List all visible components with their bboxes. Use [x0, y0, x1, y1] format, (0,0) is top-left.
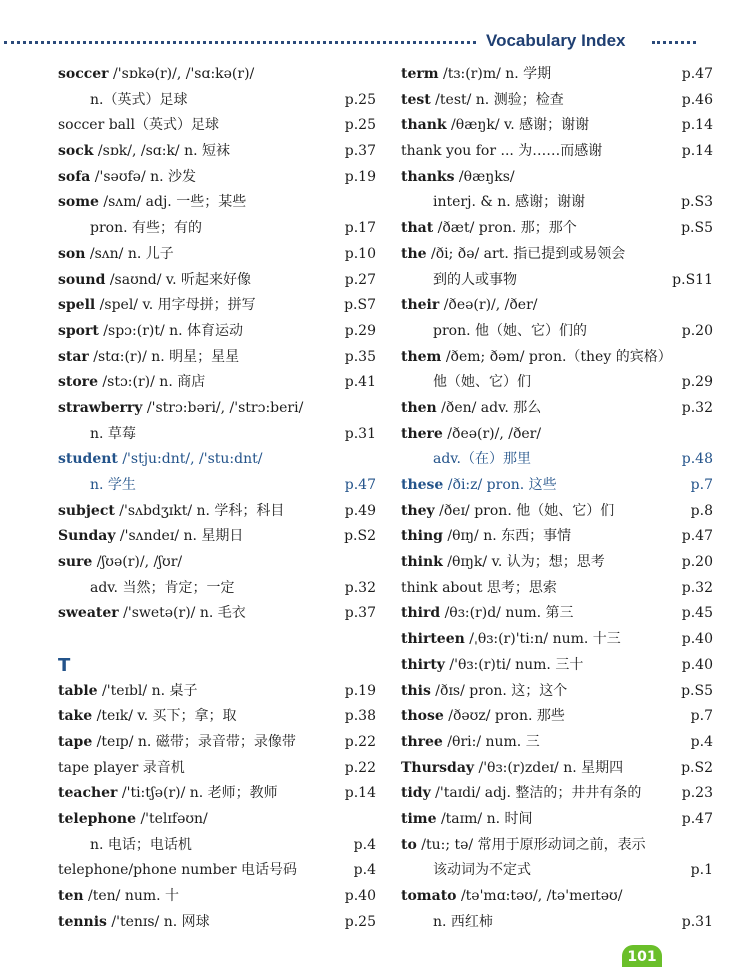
headword: thirteen	[401, 631, 465, 648]
definition: /'stju:dnt/, /'stu:dnt/	[117, 451, 263, 468]
vocab-entry	[58, 319, 376, 345]
definition: /'sɒkə(r)/, /'sɑ:kə(r)/	[108, 66, 255, 82]
definition: n. 西红柿	[433, 913, 493, 930]
headword: then	[401, 399, 437, 416]
definition: /'swetə(r)/ n. 毛衣	[118, 605, 246, 622]
vocab-entry	[58, 858, 376, 884]
headword: teacher	[58, 785, 118, 802]
definition: n. 学生	[90, 477, 136, 493]
page-reference: p.31	[681, 913, 713, 930]
definition: /teɪk/ v. 买下；拿；取	[92, 708, 237, 725]
page-reference: p.14	[681, 117, 713, 134]
headword: ten	[58, 888, 84, 904]
right-column	[401, 62, 713, 935]
vocab-entry	[401, 113, 713, 139]
definition: n. 草莓	[90, 425, 136, 442]
headword: third	[401, 605, 441, 622]
page-reference: p.48	[681, 451, 713, 468]
page-reference: p.40	[681, 631, 713, 648]
vocab-entry	[401, 601, 713, 627]
definition: /θri:/ num. 三	[442, 733, 540, 750]
definition: tape player 录音机	[58, 759, 185, 776]
definition: /sɒk/, /sɑ:k/ n. 短袜	[93, 143, 231, 160]
headword: table	[58, 682, 98, 699]
headword: three	[401, 733, 443, 750]
headword: take	[58, 708, 93, 725]
page-reference: p.37	[344, 605, 376, 622]
vocab-entry	[401, 704, 713, 730]
definition: /tu:; tə/ 常用于原形动词之前，表示	[416, 836, 646, 853]
headword: term	[401, 66, 439, 82]
headword: son	[58, 245, 86, 262]
vocab-entry	[401, 524, 713, 550]
page-reference: p.31	[344, 425, 376, 442]
page-reference: p.32	[681, 579, 713, 596]
headword: sound	[58, 271, 106, 288]
page-reference: p.19	[344, 168, 376, 185]
vocab-entry	[58, 499, 376, 525]
page-reference: p.4	[353, 836, 376, 853]
vocab-entry	[401, 242, 713, 268]
page-reference: p.10	[344, 245, 376, 262]
page-reference: p.25	[344, 913, 376, 930]
vocab-entry	[401, 447, 713, 473]
vocab-entry	[401, 884, 713, 910]
page-reference: p.38	[344, 708, 376, 725]
vocab-entry	[401, 345, 713, 371]
definition: soccer ball（英式）足球	[58, 117, 219, 134]
definition: /'θɜ:(r)zdeɪ/ n. 星期四	[474, 759, 624, 776]
vocab-entry	[58, 550, 376, 576]
page-reference: p.20	[681, 322, 713, 339]
headword: those	[401, 708, 444, 725]
headword: that	[401, 220, 434, 237]
vocab-entry	[401, 319, 713, 345]
page-reference: p.25	[344, 117, 376, 134]
page-reference: p.S2	[681, 759, 713, 776]
vocab-entry	[58, 88, 376, 114]
vocab-entry	[58, 756, 376, 782]
section-title: Vocabulary Index	[486, 31, 626, 50]
left-column	[58, 62, 376, 935]
page-reference: p.25	[344, 91, 376, 108]
definition: /'teɪbl/ n. 桌子	[97, 682, 198, 699]
definition: /θɪŋ/ n. 东西；事情	[442, 528, 572, 545]
vocab-entry	[401, 190, 713, 216]
vocab-entry	[401, 139, 713, 165]
headword: sofa	[58, 168, 91, 185]
headword: sport	[58, 322, 99, 339]
definition: telephone/phone number 电话号码	[58, 862, 297, 879]
headword: star	[58, 348, 89, 365]
definition: /test/ n. 测验；检查	[430, 91, 564, 108]
dotted-rule	[4, 41, 476, 44]
headword: sure	[58, 554, 93, 571]
vocab-entry	[58, 473, 376, 499]
headword: strawberry	[58, 399, 143, 416]
definition: adv. 当然；肯定；一定	[90, 579, 235, 596]
headword: their	[401, 297, 440, 314]
headword: these	[401, 477, 444, 493]
page-reference: p.49	[344, 502, 376, 519]
page-reference: p.29	[681, 374, 713, 391]
headword: tomato	[401, 888, 457, 904]
vocab-entry	[58, 910, 376, 936]
definition: /'θɜ:(r)ti/ num. 三十	[444, 656, 584, 673]
vocab-entry	[401, 268, 713, 294]
page-reference: p.4	[353, 862, 376, 879]
page-reference: p.22	[344, 733, 376, 750]
page-reference: p.47	[681, 528, 713, 545]
vocab-entry	[58, 113, 376, 139]
headword: they	[401, 502, 435, 519]
vocab-entry	[58, 62, 376, 88]
headword: subject	[58, 502, 115, 519]
vocab-entry	[401, 910, 713, 936]
vocab-entry	[58, 139, 376, 165]
definition: adv.（在）那里	[433, 451, 532, 468]
vocab-entry	[401, 833, 713, 859]
definition: /θæŋks/	[454, 168, 515, 185]
definition: /tɜ:(r)m/ n. 学期	[438, 66, 552, 82]
vocab-entry	[401, 858, 713, 884]
definition: /sʌn/ n. 儿子	[85, 245, 174, 262]
page-reference: p.14	[681, 143, 713, 160]
headword: this	[401, 682, 431, 699]
page-reference: p.46	[681, 91, 713, 108]
vocab-entry	[58, 345, 376, 371]
page-reference: p.41	[344, 374, 376, 391]
definition: n. 电话；电话机	[90, 836, 192, 853]
page-reference: p.40	[344, 888, 376, 904]
vocab-entry	[58, 781, 376, 807]
section-letter-label: T	[58, 654, 71, 676]
vocab-entry	[58, 704, 376, 730]
vocab-entry	[58, 165, 376, 191]
headword: the	[401, 245, 427, 262]
page-reference: p.S11	[672, 271, 713, 288]
definition: thank you for ... 为……而感谢	[401, 143, 603, 160]
page-reference: p.7	[690, 708, 713, 725]
definition: /ʃʊə(r)/, /ʃʊr/	[92, 554, 183, 571]
page-reference: p.S3	[681, 194, 713, 211]
definition: /'səʊfə/ n. 沙发	[90, 168, 197, 185]
page-reference: p.20	[681, 554, 713, 571]
definition: n.（英式）足球	[90, 91, 188, 108]
definition: /θɪŋk/ v. 认为；想；思考	[442, 554, 605, 571]
definition: think about 思考；思索	[401, 579, 557, 596]
page-reference: p.32	[681, 399, 713, 416]
vocab-entry	[401, 473, 713, 499]
page-reference: p.S7	[344, 297, 376, 314]
vocab-entry	[58, 884, 376, 910]
vocab-entry	[401, 396, 713, 422]
page-number-badge: 101	[622, 945, 662, 967]
headword: some	[58, 194, 99, 211]
vocab-entry	[401, 653, 713, 679]
definition: /stɔ:(r)/ n. 商店	[97, 374, 206, 391]
vocab-entry	[401, 679, 713, 705]
page-reference: p.40	[681, 656, 713, 673]
definition: /ˌθɜ:(r)'ti:n/ num. 十三	[464, 631, 621, 648]
vocab-entry	[401, 576, 713, 602]
vocab-entry	[401, 88, 713, 114]
page-header	[0, 30, 751, 52]
vocab-entry	[401, 807, 713, 833]
page-reference: p.1	[690, 862, 713, 879]
definition: 他（她、它）们	[433, 374, 531, 391]
headword: thing	[401, 528, 443, 545]
vocab-entry	[401, 165, 713, 191]
definition: /taɪm/ n. 时间	[436, 810, 533, 827]
headword: Sunday	[58, 528, 116, 545]
vocab-entry	[58, 242, 376, 268]
page-reference: p.4	[690, 733, 713, 750]
page-reference: p.47	[681, 810, 713, 827]
vocab-entry	[58, 524, 376, 550]
headword: tape	[58, 733, 93, 750]
vocab-entry	[58, 216, 376, 242]
vocab-entry	[401, 550, 713, 576]
vocab-entry	[58, 627, 376, 653]
page-reference: p.27	[344, 271, 376, 288]
page-reference: p.S5	[681, 682, 713, 699]
headword: store	[58, 374, 98, 391]
headword: thirty	[401, 656, 445, 673]
vocab-entry	[58, 807, 376, 833]
definition: /stɑ:(r)/ n. 明星；星星	[88, 348, 240, 365]
vocab-entry	[58, 268, 376, 294]
page-reference: p.S2	[344, 528, 376, 545]
vocab-entry	[401, 627, 713, 653]
definition: 该动词为不定式	[433, 862, 531, 879]
page-reference: p.S5	[681, 220, 713, 237]
vocab-entry	[58, 576, 376, 602]
definition: /sʌm/ adj. 一些；某些	[98, 194, 247, 211]
definition: /spɔ:(r)t/ n. 体育运动	[98, 322, 244, 339]
vocab-entry	[401, 422, 713, 448]
definition: /'sʌndeɪ/ n. 星期日	[115, 528, 244, 545]
headword: test	[401, 91, 431, 108]
definition: /'telɪfəʊn/	[136, 810, 208, 827]
page-reference: p.29	[344, 322, 376, 339]
page-reference: p.45	[681, 605, 713, 622]
headword: tennis	[58, 913, 107, 930]
headword: Thursday	[401, 759, 475, 776]
definition: /saʊnd/ v. 听起来好像	[105, 271, 252, 288]
vocab-entry	[58, 293, 376, 319]
definition: /ðen/ adv. 那么	[436, 399, 542, 416]
definition: /tə'mɑ:təʊ/, /tə'meɪtəʊ/	[456, 888, 623, 904]
definition: /spel/ v. 用字母拼；拼写	[95, 297, 256, 314]
definition: interj. & n. 感谢；谢谢	[433, 194, 586, 211]
definition: /ðeɪ/ pron. 他（她、它）们	[434, 502, 615, 519]
headword: sweater	[58, 605, 119, 622]
headword: think	[401, 554, 443, 571]
vocab-entry	[58, 730, 376, 756]
definition: /ði; ðə/ art. 指已提到或易领会	[426, 245, 626, 262]
headword: student	[58, 451, 118, 468]
definition: /ðeə(r)/, /ðer/	[442, 425, 542, 442]
vocab-entry	[58, 601, 376, 627]
vocab-entry	[401, 370, 713, 396]
vocab-entry	[58, 833, 376, 859]
vocab-entry	[58, 422, 376, 448]
headword: time	[401, 810, 437, 827]
vocab-entry	[401, 499, 713, 525]
vocab-entry	[58, 679, 376, 705]
headword: to	[401, 836, 417, 853]
vocab-entry	[58, 447, 376, 473]
page-reference: p.22	[344, 759, 376, 776]
dotted-rule	[652, 41, 696, 44]
page-reference: p.7	[690, 477, 713, 493]
definition: /ðeə(r)/, /ðer/	[439, 297, 538, 314]
vocab-entry	[58, 396, 376, 422]
headword: tidy	[401, 785, 431, 802]
definition: /ðəʊz/ pron. 那些	[443, 708, 565, 725]
definition: /ðɪs/ pron. 这；这个	[430, 682, 568, 699]
vocab-entry	[401, 216, 713, 242]
definition: /teɪp/ n. 磁带；录音带；录像带	[92, 733, 296, 750]
vocab-entry	[401, 62, 713, 88]
page-reference: p.23	[681, 785, 713, 802]
definition: /θæŋk/ v. 感谢；谢谢	[446, 117, 590, 134]
headword: soccer	[58, 66, 109, 82]
page-reference: p.19	[344, 682, 376, 699]
page-reference: p.47	[681, 66, 713, 82]
vocab-entry	[401, 730, 713, 756]
section-letter	[58, 653, 376, 679]
page-reference: p.32	[344, 579, 376, 596]
definition: /'tenɪs/ n. 网球	[106, 913, 210, 930]
headword: telephone	[58, 810, 136, 827]
definition: /'ti:tʃə(r)/ n. 老师；教师	[117, 785, 278, 802]
vocab-entry	[401, 293, 713, 319]
definition: /'sʌbdʒɪkt/ n. 学科；科目	[114, 502, 285, 519]
vocab-entry	[58, 190, 376, 216]
definition: /ðæt/ pron. 那；那个	[433, 220, 577, 237]
page-reference: p.17	[344, 220, 376, 237]
headword: spell	[58, 297, 96, 314]
definition: /'strɔ:bəri/, /'strɔ:beri/	[142, 399, 304, 416]
definition: /ðem; ðəm/ pron.（they 的宾格）	[441, 348, 672, 365]
page-reference: p.47	[344, 477, 376, 493]
page-reference: p.35	[344, 348, 376, 365]
definition: /ten/ num. 十	[83, 888, 180, 904]
definition: pron. 他（她、它）们的	[433, 322, 587, 339]
vocab-entry	[401, 756, 713, 782]
definition: /ði:z/ pron. 这些	[443, 477, 557, 493]
headword: there	[401, 425, 443, 442]
page-reference: p.37	[344, 143, 376, 160]
definition: pron. 有些；有的	[90, 220, 202, 237]
page-reference: p.8	[690, 502, 713, 519]
headword: thank	[401, 117, 447, 134]
headword: sock	[58, 143, 94, 160]
definition: 到的人或事物	[433, 271, 517, 288]
vocab-entry	[401, 781, 713, 807]
page-reference: p.14	[344, 785, 376, 802]
headword: them	[401, 348, 442, 365]
definition: /θɜ:(r)d/ num. 第三	[440, 605, 574, 622]
vocab-entry	[58, 370, 376, 396]
headword: thanks	[401, 168, 455, 185]
definition: /'taɪdi/ adj. 整洁的；井井有条的	[430, 785, 642, 802]
